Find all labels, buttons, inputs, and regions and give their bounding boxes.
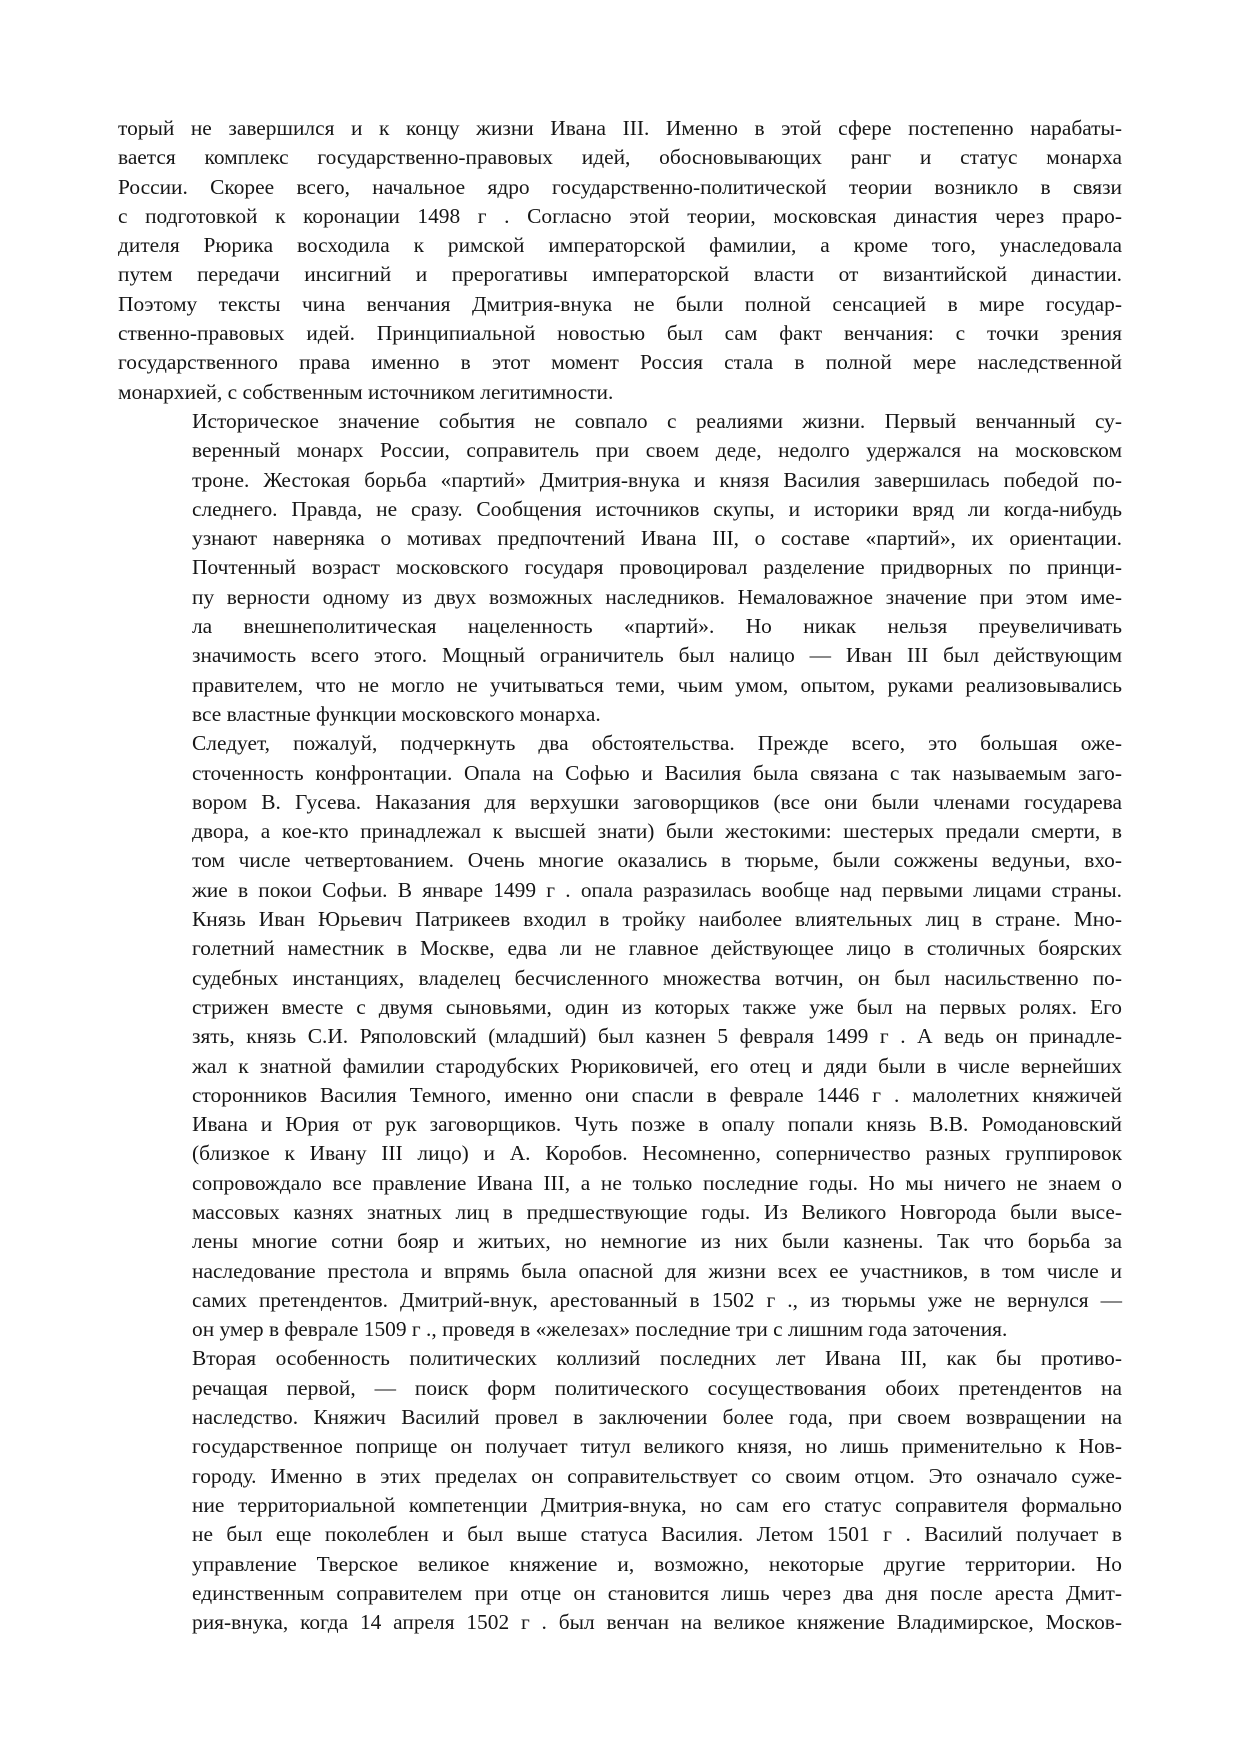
text-line: Почтенный возраст московского государя провоцировал разделение придворных по принци-: [192, 555, 1122, 580]
text-line: вается комплекс государственно-правовых идей, обосновывающих ранг и статус монарха: [118, 145, 1122, 170]
text-line: рия-внука, когда 14 апреля 1502 г . был венчан на великое княжение Владимирское, Москов-: [192, 1610, 1122, 1635]
text-line: том числе четвертованием. Очень многие оказались в тюрьме, были сожжены ведуньи, вхо-: [192, 848, 1122, 873]
text-line: судебных инстанциях, владелец бесчисленного множества вотчин, он был насильственно по-: [192, 965, 1122, 990]
text-line: все властные функции московского монарха.: [192, 701, 601, 726]
text-line: правителем, что не могло не учитываться теми, чьим умом, опытом, руками реализовывались: [192, 672, 1122, 697]
text-line: (близкое к Ивану III лицо) и А. Коробов. Несомненно, соперничество разных группировок: [192, 1141, 1122, 1166]
text-line: Князь Иван Юрьевич Патрикеев входил в тройку наиболее влиятельных лиц в стране. Мно-: [192, 907, 1122, 932]
text-line: голетний наместник в Москве, едва ли не главное действующее лицо в столичных боярских: [192, 936, 1122, 961]
text-line: единственным соправителем при отце он становится лишь через два дня после ареста Дмит-: [192, 1580, 1122, 1605]
text-line: не был еще поколеблен и был выше статуса Василия. Летом 1501 г . Василий получает в: [192, 1522, 1122, 1547]
text-line: лены многие сотни бояр и житьих, но немногие из них были казнены. Так что борьба за: [192, 1229, 1122, 1254]
text-line: сторонников Василия Темного, именно они спасли в феврале 1446 г . малолетних княжичей: [192, 1082, 1122, 1107]
text-line: наследование престола и впрямь была опасной для жизни всех ее участников, в том числе и: [192, 1258, 1122, 1283]
text-line: речащая первой, — поиск форм политического сосуществования обоих претендентов на: [192, 1375, 1122, 1400]
text-line: торый не завершился и к концу жизни Ивана III. Именно в этой сфере постепенно нарабаты-: [118, 116, 1122, 140]
text-line: Ивана и Юрия от рук заговорщиков. Чуть позже в опалу попали князь В.В. Ромодановский: [192, 1112, 1122, 1137]
text-line: сточенность конфронтации. Опала на Софью и Василия была связана с так называемым заго-: [192, 760, 1122, 785]
text-line: Вторая особенность политических коллизий последних лет Ивана III, как бы противо-: [192, 1346, 1122, 1371]
text-line: ла внешнеполитическая нацеленность «партий». Но никак нельзя преувеличивать: [192, 614, 1122, 639]
text-line: вором В. Гусева. Наказания для верхушки заговорщиков (все они были членами государева: [192, 789, 1122, 814]
paragraph: [118, 407, 1122, 729]
paragraph: [118, 1344, 1122, 1637]
text-line: пу верности одному из двух возможных наследников. Немаловажное значение при этом име-: [192, 584, 1122, 609]
text-line: узнают наверняка о мотивах предпочтений Ивана III, о составе «партий», их ориентации.: [192, 526, 1122, 551]
text-line: городу. Именно в этих пределах он соправительствует со своим отцом. Это означало суже-: [192, 1463, 1122, 1488]
text-line: троне. Жестокая борьба «партий» Дмитрия-внука и князя Василия завершилась победой по-: [192, 467, 1122, 492]
text-line: путем передачи инсигний и прерогативы императорской власти от византийской династии.: [118, 262, 1122, 287]
text-line: следнего. Правда, не сразу. Сообщения источников скупы, и историки вряд ли когда-нибудь: [192, 496, 1122, 521]
text-line: зять, князь С.И. Ряполовский (младший) был казнен 5 февраля 1499 г . А ведь он принадле-: [192, 1024, 1122, 1049]
text-line: с подготовкой к коронации 1498 г . Согласно этой теории, московская династия через прaро-: [118, 203, 1122, 228]
text-line: двора, а кое-кто принадлежал к высшей знати) были жестокими: шестерых предали смерти, в: [192, 819, 1122, 844]
text-line: дителя Рюрика восходила к римской императорской фамилии, а кроме того, унаследовала: [118, 233, 1122, 258]
text-line: жие в покои Софьи. В январе 1499 г . опала разразилась вообще над первыми лицами страны.: [192, 877, 1122, 902]
text-line: стрижен вместе с двумя сыновьями, один из которых также уже был на первых ролях. Его: [192, 994, 1122, 1019]
text-line: сопровождало все правление Ивана III, а не только последние годы. Но мы ничего не знаем о: [192, 1170, 1122, 1195]
text-line: ние территориальной компетенции Дмитрия-внука, но сам его статус соправителя формально: [192, 1492, 1122, 1517]
text-line: государственного права именно в этот момент Россия стала в полной мере наследственной: [118, 350, 1122, 375]
text-line: массовых казнях знатных лиц в предшествующие годы. Из Великого Новгорода были высе-: [192, 1199, 1122, 1224]
paragraph: [118, 114, 1122, 407]
text-line: управление Тверское великое княжение и, возможно, некоторые другие территории. Но: [192, 1551, 1122, 1576]
paragraph: [118, 729, 1122, 1344]
text-line: он умер в феврале 1509 г ., проведя в «железах» последние три с лишним года заточения.: [192, 1317, 1008, 1342]
text-line: ственно-правовых идей. Принципиальной новостью был сам факт венчания: с точки зрения: [118, 321, 1122, 346]
text-line: самих претендентов. Дмитрий-внук, арестованный в 1502 г ., из тюрьмы уже не вернулся —: [192, 1287, 1122, 1312]
text-line: значимость всего этого. Мощный ограничитель был налицо — Иван III был действующим: [192, 643, 1122, 668]
text-line: Поэтому тексты чина венчания Дмитрия-внука не были полной сенсацией в мире государ-: [118, 291, 1122, 316]
text-line: России. Скорее всего, начальное ядро государственно-политической теории возникло в связи: [118, 174, 1122, 199]
text-line: веренный монарх России, соправитель при своем деде, недолго удержался на московском: [192, 438, 1122, 463]
text-line: монархией, с собственным источником легитимности.: [118, 379, 614, 404]
text-line: государственное поприще он получает титул великого князя, но лишь применительно к Нов-: [192, 1434, 1122, 1459]
text-line: Историческое значение события не совпало с реалиями жизни. Первый венчанный су-: [192, 408, 1122, 433]
text-line: наследство. Княжич Василий провел в заключении более года, при своем возвращении на: [192, 1405, 1122, 1430]
document-page: [118, 114, 1122, 1637]
text-line: жал к знатной фамилии стародубских Рюриковичей, его отец и дяди были в числе вернейших: [192, 1053, 1122, 1078]
text-line: Следует, пожалуй, подчеркнуть два обстоятельства. Прежде всего, это большая оже-: [192, 731, 1122, 756]
